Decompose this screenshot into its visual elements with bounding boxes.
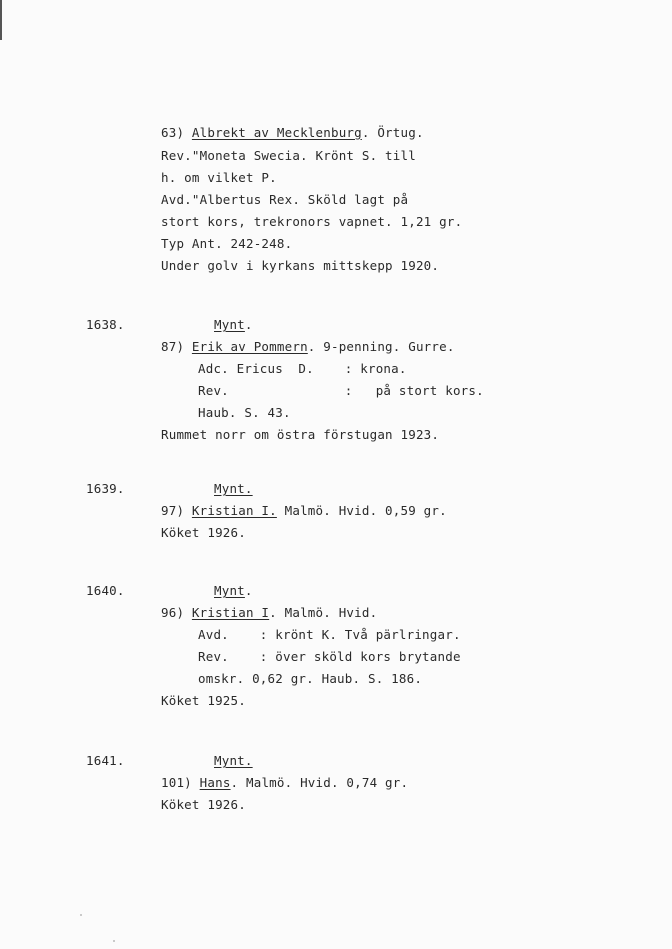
entry-1641-line-2: Köket 1926. [161,797,246,812]
entry-1638-line-2: Adc. Ericus D. : krona. [198,361,407,376]
entry-1638-line-1 [161,340,455,354]
entry-63-line-5: stort kors, trekronors vapnet. 1,21 gr. [161,214,463,229]
entry-number: 1639. [86,481,125,496]
coin-type: . Örtug. [361,125,424,140]
paper-speck [80,914,82,916]
entry-63-line-7: Under golv i kyrkans mittskepp 1920. [161,258,440,273]
heading-suffix: . [244,317,253,332]
entry-1638-line-3: Rev. : på stort kors. [198,383,484,398]
entry-number: 1640. [86,583,125,598]
heading-text: Mynt [214,583,245,598]
entry-heading: Mynt. [214,481,253,496]
entry-63-line-6: Typ Ant. 242-248. [161,236,293,251]
entry-63-line-4: Avd."Albertus Rex. Sköld lagt på [161,192,409,207]
coin-type: Malmö. Hvid. 0,59 gr. [276,503,447,518]
entry-63-line-2: Rev."Moneta Swecia. Krönt S. till [161,148,416,163]
entry-63-line-3: h. om vilket P. [161,170,277,185]
entry-1641-line-1 [161,776,408,790]
page-edge-mark [0,0,2,40]
entry-heading [214,318,253,332]
entry-1639-line-2: Köket 1926. [161,525,246,540]
paper-speck [113,940,115,942]
coin-issuer: Kristian I. [191,503,277,518]
heading-text: Mynt [214,317,245,332]
entry-1640-line-4: omskr. 0,62 gr. Haub. S. 186. [198,671,423,686]
entry-1640-line-3: Rev. : över sköld kors brytande [198,649,461,664]
entry-1639-line-1 [161,504,447,518]
entry-63-line-1 [161,126,424,140]
item-number: 96) [161,605,192,620]
coin-issuer: Hans [199,775,231,790]
coin-type: . 9-penning. Gurre. [307,339,455,354]
entry-1640-line-5: Köket 1925. [161,693,246,708]
coin-type: . Malmö. Hvid. 0,74 gr. [230,775,409,790]
item-number: 87) [161,339,192,354]
heading-suffix: . [244,583,253,598]
entry-1638-line-4: Haub. S. 43. [198,405,291,420]
entry-number: 1638. [86,317,125,332]
item-number: 97) [161,503,192,518]
entry-1638-line-5: Rummet norr om östra förstugan 1923. [161,427,440,442]
entry-1640-line-1 [161,606,377,620]
coin-issuer: Kristian I [191,605,270,620]
entry-1640-line-2: Avd. : krönt K. Två pärlringar. [198,627,461,642]
item-number: 63) [161,125,192,140]
entry-heading [214,584,253,598]
coin-type: . Malmö. Hvid. [269,605,378,620]
coin-issuer: Erik av Pommern [191,339,308,354]
entry-number: 1641. [86,753,125,768]
coin-issuer: Albrekt av Mecklenburg [191,125,362,140]
item-number: 101) [161,775,200,790]
entry-heading: Mynt. [214,753,253,768]
